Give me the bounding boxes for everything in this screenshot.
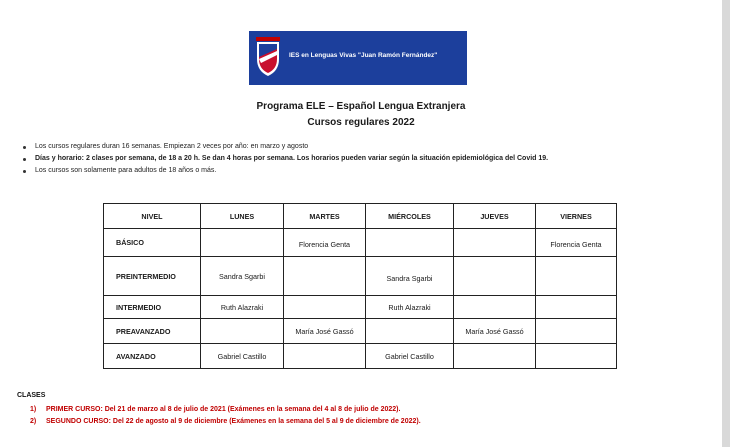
table-cell: Ruth Alazraki bbox=[366, 296, 454, 319]
courses-list bbox=[30, 404, 421, 428]
table-cell bbox=[201, 319, 284, 344]
column-header: MIÉRCOLES bbox=[366, 204, 454, 229]
course-text: PRIMER CURSO: Del 21 de marzo al 8 de julio de 2021 (Exámenes en la semana del 4 al 8 de julio de 2022). bbox=[46, 406, 401, 413]
table-row bbox=[104, 296, 617, 319]
column-header: LUNES bbox=[201, 204, 284, 229]
table-cell: Gabriel Castillo bbox=[201, 344, 284, 369]
course-item bbox=[30, 404, 421, 416]
column-header: NIVEL bbox=[104, 204, 201, 229]
course-number: 2) bbox=[30, 418, 37, 425]
course-item bbox=[30, 416, 421, 428]
level-cell: BÁSICO bbox=[104, 229, 201, 257]
course-number: 1) bbox=[30, 406, 37, 413]
course-text: SEGUNDO CURSO: Del 22 de agosto al 9 de diciembre (Exámenes en la semana del 5 al 9 de diciembre de 2022). bbox=[46, 418, 421, 425]
institution-banner bbox=[249, 31, 467, 85]
program-title: Programa ELE – Español Lengua Extranjera bbox=[256, 101, 466, 112]
column-header: VIERNES bbox=[536, 204, 617, 229]
clases-heading: CLASES bbox=[17, 392, 46, 399]
table-cell bbox=[536, 344, 617, 369]
table-cell: Florencia Genta bbox=[284, 229, 366, 257]
table-cell bbox=[284, 296, 366, 319]
table-cell: Gabriel Castillo bbox=[366, 344, 454, 369]
table-cell bbox=[284, 257, 366, 296]
table-cell: Florencia Genta bbox=[536, 229, 617, 257]
column-header: MARTES bbox=[284, 204, 366, 229]
table-cell bbox=[454, 296, 536, 319]
table-row bbox=[104, 229, 617, 257]
table-cell bbox=[536, 257, 617, 296]
level-cell: AVANZADO bbox=[104, 344, 201, 369]
table-cell bbox=[536, 319, 617, 344]
table-cell bbox=[366, 229, 454, 257]
table-cell bbox=[284, 344, 366, 369]
table-cell bbox=[366, 257, 454, 296]
table-row bbox=[104, 257, 617, 296]
cell-text: Sandra Sgarbi bbox=[386, 273, 433, 283]
table-cell bbox=[454, 344, 536, 369]
table-row bbox=[104, 344, 617, 369]
table-cell bbox=[366, 319, 454, 344]
info-item: Días y horario: 2 clases por semana, de 18 a 20 h. Se dan 4 horas por semana. Los horarios pueden variar según la situación epidemiológica del Covid 19. bbox=[21, 153, 548, 165]
info-list bbox=[21, 141, 548, 177]
level-cell: PREINTERMEDIO bbox=[104, 257, 201, 296]
info-item: Los cursos regulares duran 16 semanas. Empiezan 2 veces por año: en marzo y agosto bbox=[21, 141, 548, 153]
level-cell: PREAVANZADO bbox=[104, 319, 201, 344]
table-cell: Ruth Alazraki bbox=[201, 296, 284, 319]
info-item: Los cursos son solamente para adultos de 18 años o más. bbox=[21, 165, 548, 177]
table-cell bbox=[454, 257, 536, 296]
shield-logo-icon bbox=[256, 37, 280, 77]
column-header: JUEVES bbox=[454, 204, 536, 229]
table-cell: María José Gassó bbox=[454, 319, 536, 344]
table-cell bbox=[536, 296, 617, 319]
institution-name: IES en Lenguas Vivas "Juan Ramón Fernández" bbox=[289, 52, 438, 59]
schedule-table bbox=[103, 203, 617, 369]
table-header-row bbox=[104, 204, 617, 229]
program-subtitle: Cursos regulares 2022 bbox=[307, 117, 415, 128]
table-cell: Sandra Sgarbi bbox=[201, 257, 284, 296]
table-cell bbox=[201, 229, 284, 257]
table-cell: María José Gassó bbox=[284, 319, 366, 344]
table-cell bbox=[454, 229, 536, 257]
table-row bbox=[104, 319, 617, 344]
level-cell: INTERMEDIO bbox=[104, 296, 201, 319]
